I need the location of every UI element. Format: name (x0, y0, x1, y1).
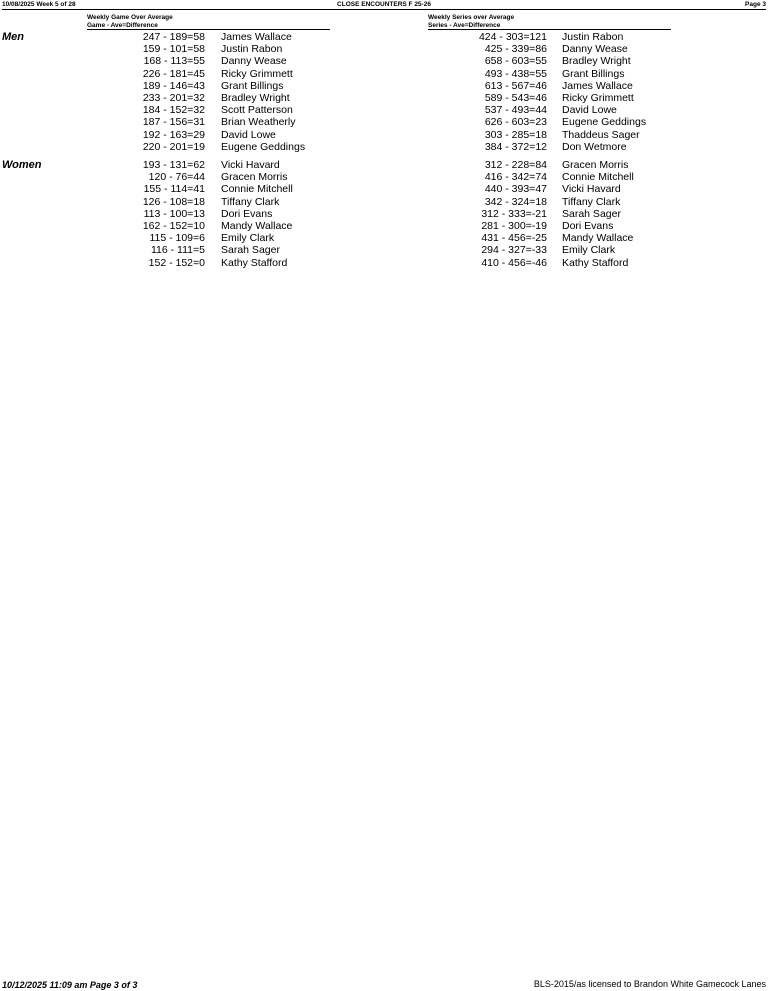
bowler-name: James Wallace (562, 79, 633, 92)
score-difference: 312 - 228=84 (484, 159, 547, 171)
series-column-subtitle: Series - Ave=Difference (428, 21, 501, 29)
bowler-name: Danny Wease (562, 43, 628, 56)
bowler-name: Ricky Grimmett (562, 91, 634, 104)
men-series-list (440, 31, 670, 153)
bowler-name: Connie Mitchell (562, 171, 634, 184)
list-item (440, 232, 670, 244)
score-difference: 416 - 342=74 (484, 171, 547, 184)
list-item (100, 220, 330, 232)
print-timestamp: 10/12/2025 11:09 am Page 3 of 3 (2, 980, 138, 990)
score-difference: 115 - 109=6 (149, 232, 205, 245)
bowler-name: Danny Wease (221, 55, 287, 68)
list-item (440, 196, 670, 208)
bowler-name: Bradley Wright (221, 91, 290, 104)
bowler-name: Tiffany Clark (221, 195, 280, 208)
score-difference: 431 - 456=-25 (481, 232, 547, 245)
list-item (100, 244, 330, 256)
score-difference: 192 - 163=29 (142, 128, 205, 141)
bowler-name: Gracen Morris (562, 159, 629, 171)
score-difference: 537 - 493=44 (484, 104, 547, 117)
list-item (100, 129, 330, 141)
bowler-name: Sarah Sager (221, 244, 280, 257)
bowler-name: Grant Billings (221, 79, 284, 92)
game-column-heading (87, 14, 330, 30)
list-item (100, 196, 330, 208)
bowler-name: Thaddeus Sager (562, 128, 640, 141)
bowler-name: Dori Evans (562, 219, 614, 232)
list-item (440, 80, 670, 92)
bowler-name: David Lowe (562, 104, 617, 117)
score-difference: 116 - 111=5 (150, 244, 205, 257)
section-label-women: Women (2, 159, 42, 171)
list-item (440, 129, 670, 141)
bowler-name: Bradley Wright (562, 55, 631, 68)
list-item (100, 68, 330, 80)
bowler-name: David Lowe (221, 128, 276, 141)
list-item (440, 183, 670, 195)
list-item (100, 183, 330, 195)
score-difference: 126 - 108=18 (142, 195, 205, 208)
list-item (100, 171, 330, 183)
game-column-title: Weekly Game Over Average (87, 14, 173, 21)
score-difference: 342 - 324=18 (484, 195, 547, 208)
list-item (440, 43, 670, 55)
series-column-title: Weekly Series over Average (428, 14, 515, 21)
list-item (440, 208, 670, 220)
score-difference: 220 - 201=19 (142, 140, 205, 153)
score-difference: 152 - 152=0 (148, 256, 205, 269)
score-difference: 281 - 300=-19 (481, 219, 547, 232)
list-item (100, 43, 330, 55)
score-difference: 189 - 146=43 (142, 79, 205, 92)
list-item (100, 80, 330, 92)
bowler-name: Scott Patterson (221, 104, 293, 117)
series-column-heading (428, 14, 671, 30)
list-item (100, 92, 330, 104)
bowler-name: Vicki Havard (562, 183, 621, 196)
bowler-name: Dori Evans (221, 207, 273, 220)
list-item (100, 31, 330, 43)
score-difference: 589 - 543=46 (484, 91, 547, 104)
score-difference: 410 - 456=-46 (481, 256, 547, 269)
bowler-name: Mandy Wallace (562, 232, 634, 245)
score-difference: 193 - 131=62 (142, 159, 205, 171)
list-item (440, 92, 670, 104)
bowler-name: Kathy Stafford (562, 256, 629, 269)
bowler-name: Tiffany Clark (562, 195, 621, 208)
bowler-name: Eugene Geddings (562, 116, 647, 129)
score-difference: 162 - 152=10 (142, 219, 205, 232)
license-text: BLS-2015/as licensed to Brandon White Gamecock Lanes (533, 979, 766, 989)
score-difference: 658 - 603=55 (484, 55, 547, 68)
score-difference: 155 - 114=41 (143, 183, 205, 196)
section-label-men: Men (2, 31, 24, 43)
bowler-name: Vicki Havard (221, 159, 280, 171)
list-item (100, 208, 330, 220)
score-difference: 233 - 201=32 (142, 91, 205, 104)
score-difference: 384 - 372=12 (484, 140, 547, 153)
list-item (100, 116, 330, 128)
score-difference: 187 - 156=31 (142, 116, 205, 129)
score-difference: 294 - 327=-33 (481, 244, 547, 257)
bowler-name: Gracen Morris (221, 171, 288, 184)
score-difference: 440 - 393=47 (484, 183, 547, 196)
bowler-name: Sarah Sager (562, 207, 621, 220)
women-game-list (100, 159, 330, 269)
score-difference: 120 - 76=44 (148, 171, 205, 184)
bowler-name: Ricky Grimmett (221, 67, 293, 80)
page-number: Page 3 (745, 1, 766, 8)
list-item (440, 104, 670, 116)
bowler-name: Connie Mitchell (221, 183, 293, 196)
list-item (100, 232, 330, 244)
score-difference: 424 - 303=121 (478, 31, 547, 43)
bowler-name: Emily Clark (221, 232, 275, 245)
list-item (440, 68, 670, 80)
bowler-name: Kathy Stafford (221, 256, 288, 269)
men-game-list (100, 31, 330, 153)
bowler-name: Justin Rabon (562, 31, 624, 43)
list-item (100, 55, 330, 67)
list-item (100, 159, 330, 171)
score-difference: 626 - 603=23 (484, 116, 547, 129)
score-difference: 493 - 438=55 (484, 67, 547, 80)
list-item (440, 171, 670, 183)
score-difference: 425 - 339=86 (484, 43, 547, 56)
bowler-name: Brian Weatherly (221, 116, 296, 129)
report-date-week: 10/08/2025 Week 5 of 28 (2, 1, 76, 8)
list-item (440, 159, 670, 171)
bowler-name: Justin Rabon (221, 43, 283, 56)
score-difference: 168 - 113=55 (143, 55, 205, 68)
game-column-subtitle: Game - Ave=Difference (87, 21, 158, 29)
score-difference: 247 - 189=58 (142, 31, 205, 43)
bowler-name: Eugene Geddings (221, 140, 306, 153)
list-item (440, 244, 670, 256)
list-item (440, 55, 670, 67)
score-difference: 312 - 333=-21 (481, 207, 547, 220)
score-difference: 613 - 567=46 (484, 79, 547, 92)
list-item (100, 104, 330, 116)
score-difference: 184 - 152=32 (142, 104, 205, 117)
women-series-list (440, 159, 670, 269)
list-item (440, 257, 670, 269)
list-item (440, 220, 670, 232)
bowler-name: Emily Clark (562, 244, 616, 257)
score-difference: 226 - 181=45 (142, 67, 205, 80)
bowler-name: Don Wetmore (562, 140, 627, 153)
score-difference: 113 - 100=13 (143, 207, 205, 220)
list-item (100, 257, 330, 269)
list-item (440, 141, 670, 153)
report-header (2, 0, 766, 10)
league-name: CLOSE ENCOUNTERS F 25-26 (337, 1, 431, 8)
bowler-name: Grant Billings (562, 67, 625, 80)
score-difference: 303 - 285=18 (484, 128, 547, 141)
score-difference: 159 - 101=58 (142, 43, 205, 56)
list-item (100, 141, 330, 153)
list-item (440, 116, 670, 128)
list-item (440, 31, 670, 43)
bowler-name: Mandy Wallace (221, 219, 293, 232)
bowler-name: James Wallace (221, 31, 292, 43)
